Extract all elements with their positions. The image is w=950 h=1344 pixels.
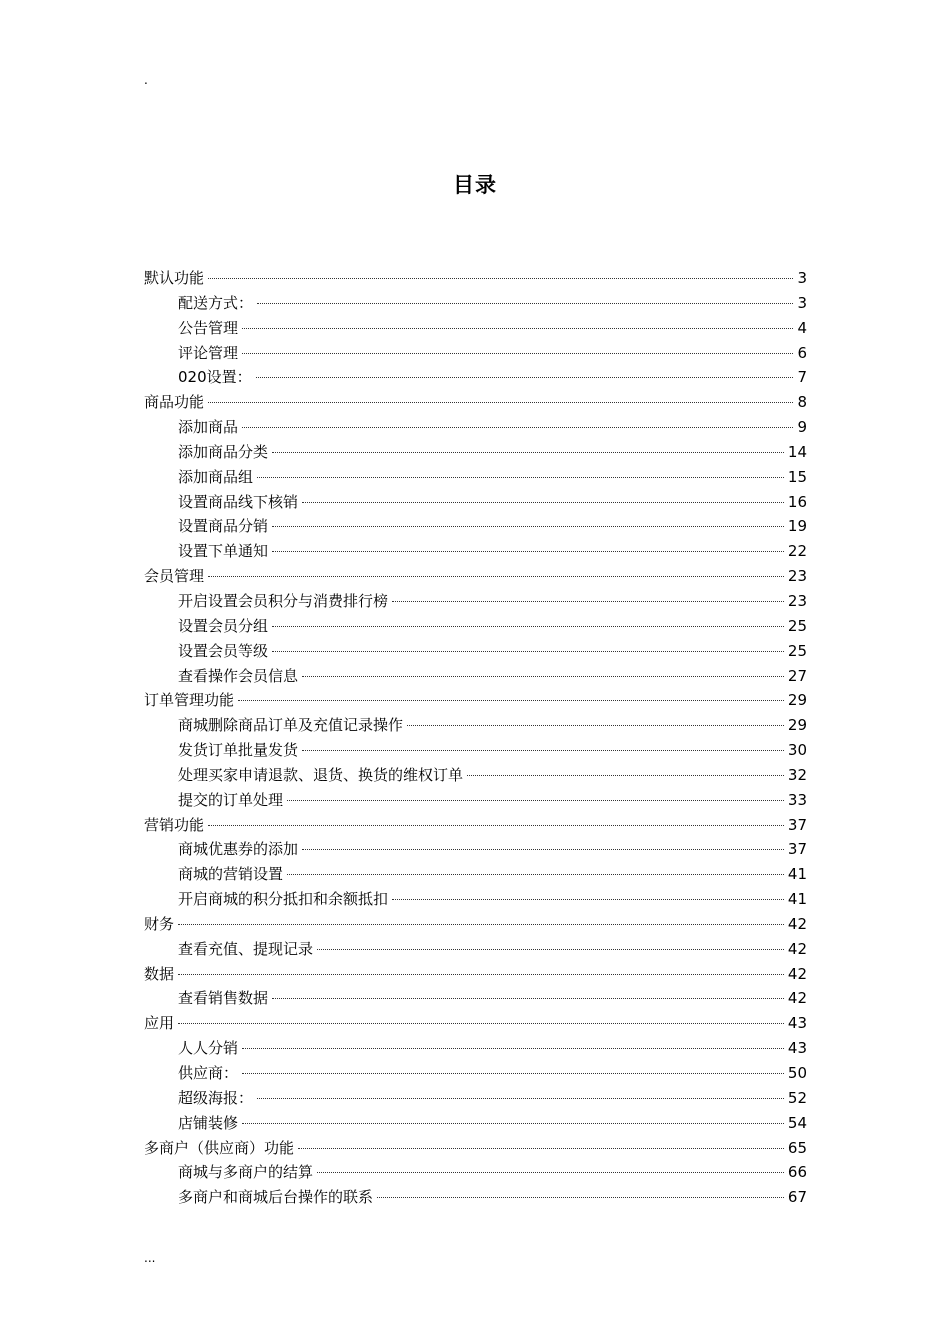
toc-page-number: 54	[787, 1113, 807, 1132]
toc-dot-leader	[287, 874, 784, 875]
toc-subsection-entry[interactable]	[144, 291, 807, 316]
toc-dot-leader	[242, 328, 793, 329]
toc-entry-title: 查看充值、提现记录	[178, 939, 314, 958]
toc-dot-leader	[287, 800, 784, 801]
toc-page-number: 42	[787, 964, 807, 983]
toc-page-number: 66	[787, 1163, 807, 1182]
toc-page-number: 43	[787, 1014, 807, 1033]
toc-dot-leader	[392, 899, 784, 900]
toc-dot-leader	[178, 1023, 784, 1024]
page-title: 目录	[453, 173, 497, 197]
toc-entry-title: 超级海报：	[178, 1088, 254, 1107]
toc-page-number: 7	[797, 368, 807, 387]
toc-page-number: 16	[787, 492, 807, 511]
toc-page-number: 8	[797, 393, 807, 412]
toc-section-entry[interactable]	[144, 813, 807, 838]
toc-page-number: 42	[787, 914, 807, 933]
toc-section-entry[interactable]	[144, 564, 807, 589]
toc-page-number: 25	[787, 616, 807, 635]
toc-entry-title: 处理买家申请退款、退货、换货的维权订单	[178, 765, 464, 784]
toc-page-number: 41	[787, 865, 807, 884]
toc-subsection-entry[interactable]	[144, 1111, 807, 1136]
toc-dot-leader	[208, 576, 784, 577]
toc-page-number: 42	[787, 939, 807, 958]
toc-dot-leader	[242, 1048, 784, 1049]
toc-dot-leader	[467, 775, 784, 776]
toc-page-number: 14	[787, 442, 807, 461]
table-of-contents	[144, 266, 807, 1210]
toc-subsection-entry[interactable]	[144, 1185, 807, 1210]
toc-page-number: 3	[797, 269, 807, 287]
toc-dot-leader	[317, 1172, 784, 1173]
toc-dot-leader	[302, 750, 784, 751]
toc-subsection-entry[interactable]	[144, 539, 807, 564]
toc-page-number: 23	[787, 591, 807, 610]
toc-entry-title: 商城的营销设置	[178, 865, 284, 884]
toc-entry-title: 营销功能	[144, 815, 205, 834]
toc-entry-title: 商城优惠券的添加	[178, 840, 299, 859]
toc-entry-title: 会员管理	[144, 567, 205, 586]
toc-entry-title: 店铺装修	[178, 1113, 239, 1132]
toc-dot-leader	[392, 601, 784, 602]
toc-entry-title: 公告管理	[178, 318, 239, 337]
toc-entry-title: 评论管理	[178, 343, 239, 362]
toc-dot-leader	[257, 477, 784, 478]
toc-entry-title: 商城删除商品订单及充值记录操作	[178, 716, 404, 735]
toc-dot-leader	[208, 402, 793, 403]
toc-subsection-entry[interactable]	[144, 589, 807, 614]
toc-page-number: 3	[797, 293, 807, 312]
toc-page-number: 50	[787, 1064, 807, 1082]
toc-dot-leader	[407, 725, 784, 726]
toc-subsection-entry[interactable]	[144, 316, 807, 341]
toc-page-number: 29	[787, 716, 807, 735]
toc-entry-title: 数据	[144, 964, 175, 983]
toc-entry-title: 020设置：	[178, 368, 252, 387]
toc-entry-title: 添加商品	[178, 418, 239, 437]
toc-dot-leader	[302, 849, 784, 850]
toc-page-number: 9	[797, 418, 807, 437]
toc-dot-leader	[242, 353, 793, 354]
toc-page-number: 22	[787, 542, 807, 561]
toc-subsection-entry[interactable]	[144, 713, 807, 738]
toc-page-number: 65	[787, 1138, 807, 1157]
toc-section-entry[interactable]	[144, 390, 807, 415]
toc-page-number: 15	[787, 467, 807, 486]
toc-entry-title: 财务	[144, 914, 175, 933]
toc-page-number: 37	[787, 815, 807, 834]
toc-entry-title: 设置会员分组	[178, 616, 269, 635]
toc-entry-title: 配送方式：	[178, 293, 254, 312]
toc-entry-title: 设置商品线下核销	[178, 492, 299, 511]
toc-entry-title: 发货订单批量发货	[178, 741, 299, 760]
toc-subsection-entry[interactable]	[144, 887, 807, 912]
toc-entry-title: 添加商品组	[178, 467, 254, 486]
toc-entry-title: 多商户（供应商）功能	[144, 1138, 295, 1157]
toc-dot-leader	[208, 825, 784, 826]
toc-entry-title: 多商户和商城后台操作的联系	[178, 1188, 374, 1207]
toc-subsection-entry[interactable]	[144, 837, 807, 862]
toc-entry-title: 添加商品分类	[178, 442, 269, 461]
toc-entry-title: 开启商城的积分抵扣和余额抵扣	[178, 890, 389, 909]
toc-dot-leader	[272, 452, 784, 453]
toc-entry-title: 默认功能	[144, 269, 205, 287]
toc-page-number: 52	[787, 1088, 807, 1107]
toc-entry-title: 供应商：	[178, 1064, 239, 1082]
toc-subsection-entry[interactable]	[144, 465, 807, 490]
toc-subsection-entry[interactable]	[144, 639, 807, 664]
toc-page-number: 29	[787, 691, 807, 710]
toc-dot-leader	[298, 1148, 784, 1149]
footer-mark: ...	[144, 1251, 156, 1265]
toc-entry-title: 订单管理功能	[144, 691, 235, 710]
toc-section-entry[interactable]	[144, 1136, 807, 1161]
toc-dot-leader	[272, 526, 784, 527]
toc-page-number: 25	[787, 641, 807, 660]
toc-page-number: 4	[797, 318, 807, 337]
toc-subsection-entry[interactable]	[144, 490, 807, 515]
toc-subsection-entry[interactable]	[144, 986, 807, 1011]
toc-dot-leader	[377, 1197, 784, 1198]
toc-subsection-entry[interactable]	[144, 1160, 807, 1185]
toc-subsection-entry[interactable]	[144, 788, 807, 813]
toc-dot-leader	[302, 676, 784, 677]
toc-entry-title: 应用	[144, 1014, 175, 1033]
toc-page-number: 23	[787, 567, 807, 586]
toc-subsection-entry[interactable]	[144, 937, 807, 962]
toc-dot-leader	[272, 551, 784, 552]
toc-entry-title: 商品功能	[144, 393, 205, 412]
toc-subsection-entry[interactable]	[144, 341, 807, 366]
toc-dot-leader	[242, 427, 793, 428]
toc-page-number: 19	[787, 517, 807, 536]
toc-dot-leader	[272, 626, 784, 627]
toc-section-entry[interactable]	[144, 688, 807, 713]
toc-page-number: 27	[787, 666, 807, 685]
toc-entry-title: 设置下单通知	[178, 542, 269, 561]
toc-entry-title: 查看销售数据	[178, 989, 269, 1008]
toc-dot-leader	[242, 1123, 784, 1124]
toc-dot-leader	[208, 278, 793, 279]
toc-page-number: 33	[787, 790, 807, 809]
toc-dot-leader	[302, 502, 784, 503]
toc-section-entry[interactable]	[144, 912, 807, 937]
toc-section-entry[interactable]	[144, 962, 807, 987]
toc-dot-leader	[238, 700, 784, 701]
toc-entry-title: 人人分销	[178, 1039, 239, 1058]
toc-section-entry[interactable]	[144, 1011, 807, 1036]
toc-subsection-entry[interactable]	[144, 365, 807, 390]
toc-page-number: 41	[787, 890, 807, 909]
toc-page-number: 32	[787, 765, 807, 784]
toc-dot-leader	[178, 924, 784, 925]
toc-subsection-entry[interactable]	[144, 862, 807, 887]
toc-dot-leader	[256, 377, 794, 378]
toc-subsection-entry[interactable]	[144, 514, 807, 539]
toc-dot-leader	[257, 1098, 784, 1099]
toc-subsection-entry[interactable]	[144, 415, 807, 440]
toc-page-number: 37	[787, 840, 807, 859]
toc-dot-leader	[242, 1073, 784, 1074]
toc-subsection-entry[interactable]	[144, 614, 807, 639]
toc-entry-title: 商城与多商户的结算	[178, 1163, 314, 1182]
toc-dot-leader	[178, 974, 784, 975]
toc-entry-title: 设置会员等级	[178, 641, 269, 660]
toc-dot-leader	[272, 998, 784, 999]
toc-subsection-entry[interactable]	[144, 1036, 807, 1061]
toc-dot-leader	[317, 949, 784, 950]
toc-entry-title: 开启设置会员积分与消费排行榜	[178, 591, 389, 610]
toc-page-number: 43	[787, 1039, 807, 1058]
toc-entry-title: 查看操作会员信息	[178, 666, 299, 685]
toc-entry-title: 设置商品分销	[178, 517, 269, 536]
toc-page-number: 30	[787, 741, 807, 760]
toc-subsection-entry[interactable]	[144, 1061, 807, 1086]
toc-subsection-entry[interactable]	[144, 763, 807, 788]
header-mark: .	[144, 73, 148, 87]
toc-dot-leader	[272, 651, 784, 652]
toc-page-number: 42	[787, 989, 807, 1008]
toc-dot-leader	[257, 303, 793, 304]
toc-subsection-entry[interactable]	[144, 664, 807, 689]
toc-section-entry[interactable]	[144, 266, 807, 291]
toc-page-number: 67	[787, 1188, 807, 1207]
toc-subsection-entry[interactable]	[144, 738, 807, 763]
toc-entry-title: 提交的订单处理	[178, 790, 284, 809]
toc-page-number: 6	[797, 343, 807, 362]
toc-subsection-entry[interactable]	[144, 1086, 807, 1111]
toc-subsection-entry[interactable]	[144, 440, 807, 465]
